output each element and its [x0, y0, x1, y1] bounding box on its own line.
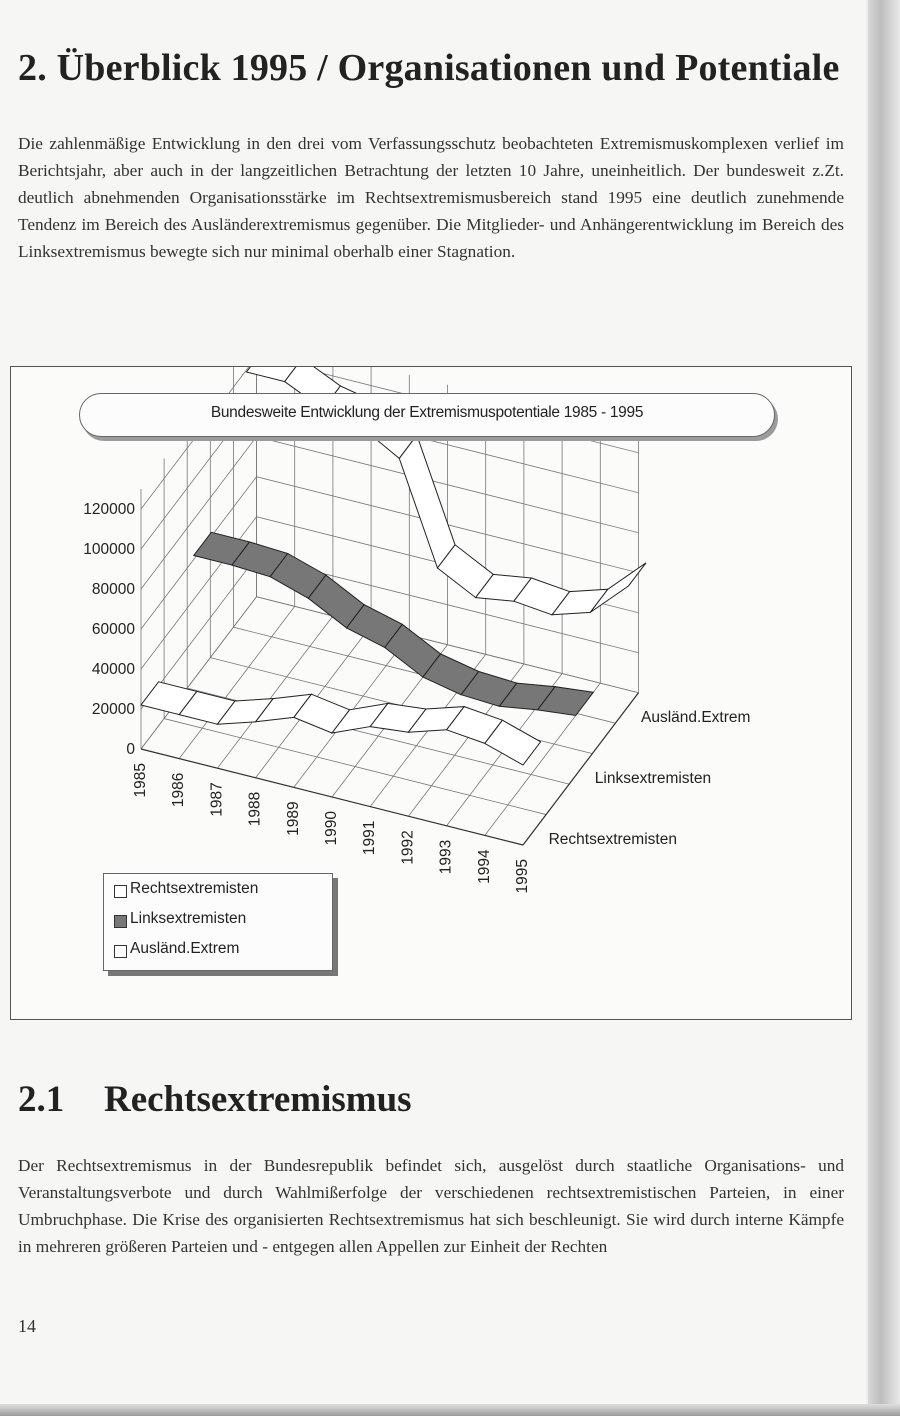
chart-title: Bundesweite Entwicklung der Extremismuspotentiale 1985 - 1995	[210, 404, 644, 421]
x-tick-label: 1988	[246, 791, 264, 827]
intro-paragraph: Die zahlenmäßige Entwicklung in den drei vom Verfassungsschutz beobachteten Extremismuskomplexen verlief im Berichtsjahr, aber auch in der langzeitlichen Betrachtung der letzten 10 Jahre, uneinheitlich. Der bundesweit z.Zt. deutlich abnehmenden Organisationsstärke im Rechtsextremismusbereich stand 1995 eine deutlich zunehmende Tendenz im Bereich des Ausländerextremismus gegenüber. Die Mitglieder- und Anhängerentwicklung im Bereich des Linksextremismus bewegte sich nur minimal oberhalb einer Stagnation.	[18, 134, 844, 261]
legend-label: Rechtsextremisten	[130, 880, 259, 897]
x-tick-label: 1994	[475, 849, 493, 884]
legend-swatch-white	[114, 945, 127, 958]
page-bottom-edge	[0, 1404, 900, 1416]
page-number: 14	[18, 1316, 36, 1336]
legend-label: Linksextremisten	[130, 910, 247, 927]
legend-label: Ausländ.Extrem	[130, 940, 240, 957]
x-tick-label: 1989	[284, 801, 302, 836]
legend-swatch-gray	[114, 915, 127, 928]
series-ribbon-segment	[399, 435, 455, 568]
x-tick-label: 1985	[132, 763, 149, 798]
series-ribbon-segment	[590, 563, 646, 613]
chart-title-box	[79, 393, 775, 437]
y-tick-label: 40000	[91, 661, 135, 678]
y-tick-label: 20000	[91, 701, 135, 718]
x-tick-label: 1993	[437, 839, 455, 875]
legend-item-linksextremisten	[130, 910, 246, 932]
x-tick-label: 1990	[323, 811, 340, 846]
series-axis-label: Ausländ.Extrem	[641, 709, 751, 726]
y-tick-label: 80000	[91, 581, 135, 598]
x-tick-label: 1992	[399, 830, 417, 865]
y-tick-label: 60000	[91, 621, 135, 638]
x-tick-label: 1995	[514, 859, 531, 894]
y-tick-label: 120000	[83, 501, 135, 518]
legend-item-auslaend-extrem	[130, 940, 239, 962]
series-axis-label: Linksextremisten	[594, 769, 712, 787]
gridline	[141, 437, 639, 589]
gridline	[179, 606, 295, 758]
x-tick-label: 1991	[361, 820, 379, 856]
series-axis-label: Rechtsextremisten	[548, 830, 677, 848]
y-tick-label: 0	[126, 741, 135, 758]
x-tick-label: 1987	[208, 782, 226, 817]
legend-swatch-white	[114, 885, 127, 898]
gridline	[141, 597, 257, 749]
x-tick-label: 1986	[170, 772, 188, 808]
binding-edge	[868, 0, 900, 1416]
subsection-heading	[18, 1078, 412, 1121]
section-heading: 2. Überblick 1995 / Organisationen und Potentiale	[18, 47, 840, 89]
gridline	[217, 616, 333, 768]
z-axis-line	[523, 693, 639, 845]
chart-frame	[10, 366, 852, 1020]
legend-item-rechtsextremisten	[130, 880, 258, 902]
y-tick-label: 100000	[83, 541, 135, 558]
body-paragraph: Der Rechtsextremismus in der Bundesrepublik befindet sich, ausgelöst durch staatliche Organisations- und Veranstaltungsverbote und durch Wahlmißerfolge der verschiedenen rechtsextremistischen Parteien, in einer Umbruchphase. Die Krise des organisierten Rechtsextremismus hat sich beschleunigt. Sie wird durch interne Kämpfe in mehreren größeren Parteien und - entgegen allen Appellen zur Einheit der Rechten	[18, 1156, 844, 1256]
subsection-title: Rechtsextremismus	[104, 1079, 412, 1120]
subsection-number: 2.1	[18, 1079, 65, 1120]
chart-legend	[103, 873, 333, 971]
